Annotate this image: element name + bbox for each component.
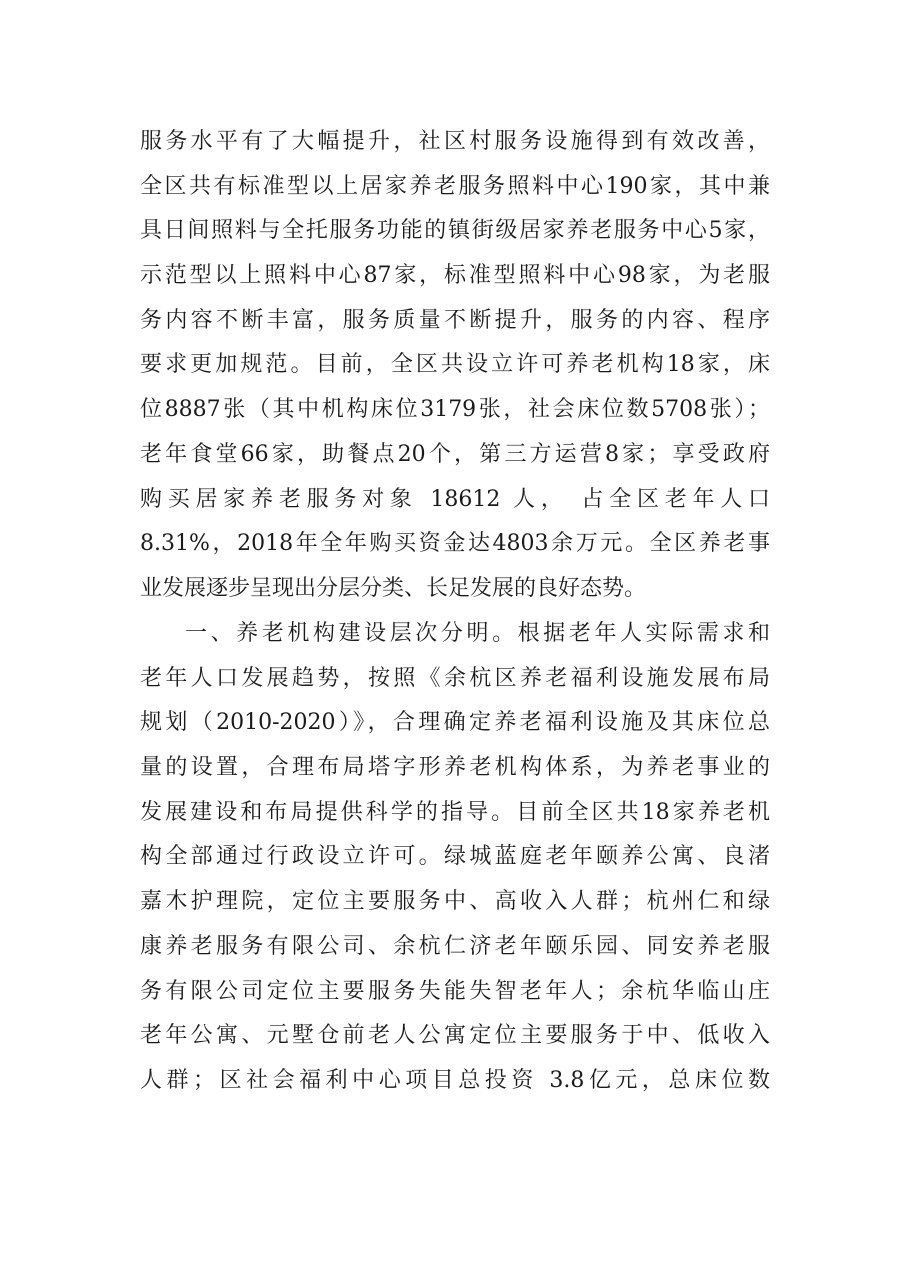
text-line: 具日间照料与全托服务功能的镇街级居家养老服务中心5家， [140, 218, 770, 243]
text-line: 全区共有标准型以上居家养老服务照料中心190家，其中兼 [140, 174, 770, 199]
text-line: 位8887张（其中机构床位3179张，社会床位数5708张）； [140, 397, 770, 422]
text-line: 构全部通过行政设立许可。绿城蓝庭老年颐养公寓、良渚 [140, 844, 770, 869]
text-line: 量的设置，合理布局塔字形养老机构体系，为养老事业的 [140, 755, 770, 780]
text-line: 康养老服务有限公司、余杭仁济老年颐乐园、同安养老服 [140, 934, 770, 959]
text-line: 老年人口发展趋势，按照《余杭区养老福利设施发展布局 [140, 666, 770, 691]
text-line: 老年公寓、元墅仓前老人公寓定位主要服务于中、低收入 [140, 1023, 770, 1048]
text-line: 业发展逐步呈现出分层分类、长足发展的良好态势。 [140, 576, 647, 601]
text-line: 规划（2010-2020）》，合理确定养老福利设施及其床位总 [140, 710, 770, 735]
text-line: 人群；区社会福利中心项目总投资 3.8亿元，总床位数 [140, 1068, 770, 1093]
text-line: 嘉木护理院，定位主要服务中、高收入人群；杭州仁和绿 [140, 889, 770, 914]
text-line: 务有限公司定位主要服务失能失智老年人；余杭华临山庄 [140, 979, 770, 1004]
text-line: 示范型以上照料中心87家，标准型照料中心98家，为老服 [140, 263, 770, 288]
paragraph-first-line: 一、养老机构建设层次分明。根据老年人实际需求和 [185, 621, 770, 646]
text-line: 要求更加规范。目前，全区共设立许可养老机构18家，床 [140, 352, 770, 377]
text-line: 发展建设和布局提供科学的指导。目前全区共18家养老机 [140, 800, 770, 825]
text-line: 购买居家养老服务对象 18612 人， 占全区老年人口 [140, 487, 770, 512]
text-line: 务内容不断丰富，服务质量不断提升，服务的内容、程序 [140, 308, 770, 333]
text-line: 老年食堂66家，助餐点20个，第三方运营8家；享受政府 [140, 442, 770, 467]
text-line: 服务水平有了大幅提升，社区村服务设施得到有效改善， [140, 129, 770, 154]
text-line: 8.31%，2018年全年购买资金达4803余万元。全区养老事 [140, 531, 770, 556]
